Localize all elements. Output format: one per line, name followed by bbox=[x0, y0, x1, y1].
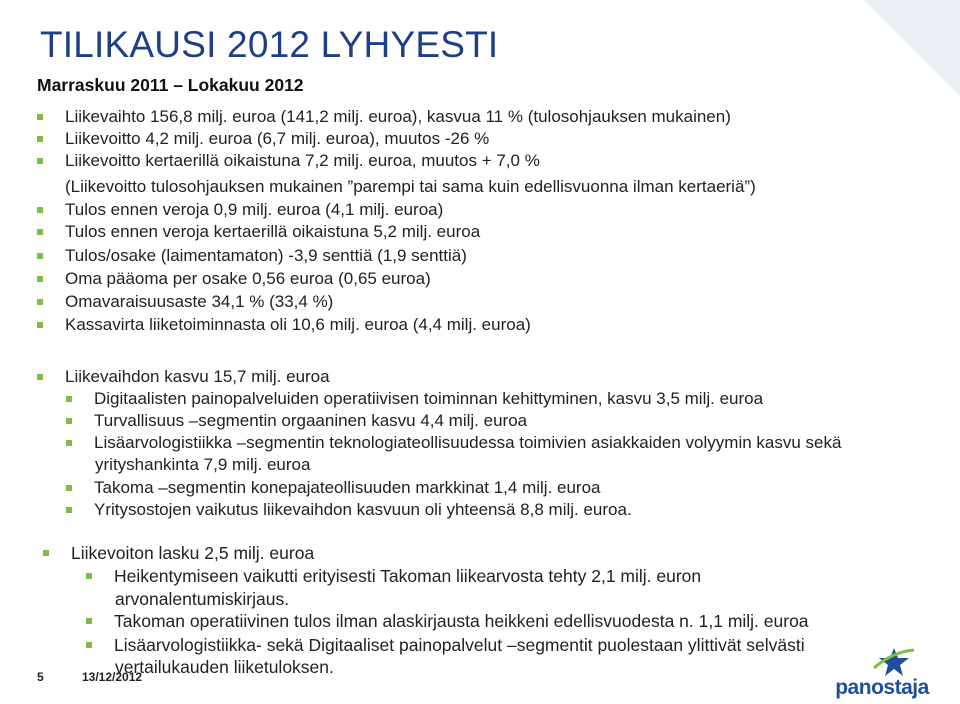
bullet-square-icon bbox=[37, 374, 43, 380]
bullet-profit-before-tax bbox=[37, 199, 443, 221]
bullet-equity-per-share bbox=[37, 268, 431, 290]
bullet-square-icon bbox=[37, 158, 43, 164]
revenue-growth-heading bbox=[37, 366, 330, 388]
revenue-growth-item bbox=[66, 388, 763, 410]
bullet-square-icon bbox=[37, 114, 43, 120]
bullet-square-icon bbox=[37, 322, 43, 328]
bullet-square-icon bbox=[37, 207, 43, 213]
bullet-text: yrityshankinta 7,9 milj. euroa bbox=[95, 455, 311, 474]
bullet-adjusted-profit-before-tax bbox=[37, 221, 480, 243]
bullet-text: Tulos/osake (laimentamaton) -3,9 senttiä (1,9 senttiä) bbox=[65, 246, 467, 265]
bullet-text: Digitaalisten painopalveluiden operatiivisen toiminnan kehittyminen, kasvu 3,5 milj. euroa bbox=[94, 389, 764, 408]
bullet-text: Oma pääoma per osake 0,56 euroa (0,65 euroa) bbox=[65, 269, 431, 288]
bullet-text: (Liikevoitto tulosohjauksen mukainen ”parempi tai sama kuin edellisvuonna ilman kertaeriä”) bbox=[65, 177, 756, 196]
profit-decline-item-continuation bbox=[115, 656, 334, 678]
company-logo bbox=[834, 646, 930, 702]
bullet-cash-flow bbox=[37, 314, 531, 336]
bullet-square-icon bbox=[43, 550, 49, 556]
bullet-text: Tulos ennen veroja kertaerillä oikaistuna 5,2 milj. euroa bbox=[65, 222, 481, 241]
bullet-text: Kassavirta liiketoiminnasta oli 10,6 milj. euroa (4,4 milj. euroa) bbox=[65, 315, 531, 334]
period-subtitle: Marraskuu 2011 – Lokakuu 2012 bbox=[37, 75, 304, 95]
bullet-square-icon bbox=[37, 276, 43, 282]
bullet-square-icon bbox=[37, 136, 43, 142]
bullet-adjusted-operating-profit bbox=[37, 150, 540, 172]
bullet-square-icon bbox=[66, 507, 72, 513]
bullet-square-icon bbox=[37, 253, 43, 259]
star-logo-icon bbox=[834, 646, 930, 680]
bullet-square-icon bbox=[37, 229, 43, 235]
revenue-growth-item bbox=[66, 432, 841, 454]
bullet-square-icon bbox=[66, 440, 72, 446]
profit-decline-heading bbox=[43, 542, 314, 564]
bullet-square-icon bbox=[86, 618, 92, 624]
bullet-text: Tulos ennen veroja 0,9 milj. euroa (4,1 milj. euroa) bbox=[65, 200, 444, 219]
bullet-text: Lisäarvologistiikka- sekä Digitaaliset painopalvelut –segmentit puolestaan ylittivät selvästi bbox=[114, 635, 805, 655]
bullet-text: Liikevoitto 4,2 milj. euroa (6,7 milj. euroa), muutos -26 % bbox=[65, 129, 490, 148]
bullet-text: Heikentymiseen vaikutti erityisesti Takoman liikearvosta tehty 2,1 milj. euron bbox=[114, 566, 702, 586]
profit-decline-item bbox=[86, 634, 805, 656]
footer-date: 13/12/2012 bbox=[82, 670, 143, 684]
revenue-growth-item bbox=[66, 477, 601, 499]
bullet-revenue bbox=[37, 106, 731, 128]
bullet-equity-ratio bbox=[37, 291, 333, 313]
bullet-text: Liikevaihdon kasvu 15,7 milj. euroa bbox=[65, 367, 330, 386]
bullet-square-icon bbox=[86, 573, 92, 579]
revenue-growth-item-continuation bbox=[95, 454, 310, 476]
profit-decline-item bbox=[86, 610, 809, 632]
bullet-text: vertailukauden liiketuloksen. bbox=[115, 657, 334, 677]
bullet-text: Omavaraisuusaste 34,1 % (33,4 %) bbox=[65, 292, 334, 311]
profit-decline-item bbox=[86, 565, 701, 587]
bullet-text: Yritysostojen vaikutus liikevaihdon kasvuun oli yhteensä 8,8 milj. euroa. bbox=[94, 500, 632, 519]
revenue-growth-item bbox=[66, 499, 632, 521]
bullet-square-icon bbox=[66, 485, 72, 491]
logo-text: panostaja bbox=[835, 676, 929, 699]
bullet-text: Turvallisuus –segmentin orgaaninen kasvu 4,4 milj. euroa bbox=[94, 411, 528, 430]
bullet-text: Liikevoiton lasku 2,5 milj. euroa bbox=[71, 543, 315, 563]
bullet-continuation bbox=[65, 176, 756, 198]
bullet-operating-profit bbox=[37, 128, 489, 150]
bullet-text: Lisäarvologistiikka –segmentin teknologiateollisuudessa toimivien asiakkaiden volyymin kasvu sekä bbox=[94, 433, 842, 452]
bullet-text: Liikevoitto kertaerillä oikaistuna 7,2 milj. euroa, muutos + 7,0 % bbox=[65, 151, 540, 170]
revenue-growth-item bbox=[66, 410, 527, 432]
corner-decoration bbox=[864, 0, 960, 96]
bullet-square-icon bbox=[37, 299, 43, 305]
bullet-text: Liikevaihto 156,8 milj. euroa (141,2 milj. euroa), kasvua 11 % (tulosohjauksen mukainen) bbox=[65, 107, 731, 126]
bullet-square-icon bbox=[86, 642, 92, 648]
page-number: 5 bbox=[37, 670, 44, 684]
bullet-square-icon bbox=[66, 418, 72, 424]
slide-title: TILIKAUSI 2012 LYHYESTI bbox=[40, 24, 499, 65]
bullet-text: arvonalentumiskirjaus. bbox=[115, 589, 290, 609]
bullet-square-icon bbox=[66, 396, 72, 402]
bullet-eps bbox=[37, 245, 467, 267]
bullet-text: Takoma –segmentin konepajateollisuuden markkinat 1,4 milj. euroa bbox=[94, 478, 601, 497]
profit-decline-item-continuation bbox=[115, 588, 289, 610]
bullet-text: Takoman operatiivinen tulos ilman alaskirjausta heikkeni edellisvuodesta n. 1,1 milj. euroa bbox=[114, 611, 809, 631]
